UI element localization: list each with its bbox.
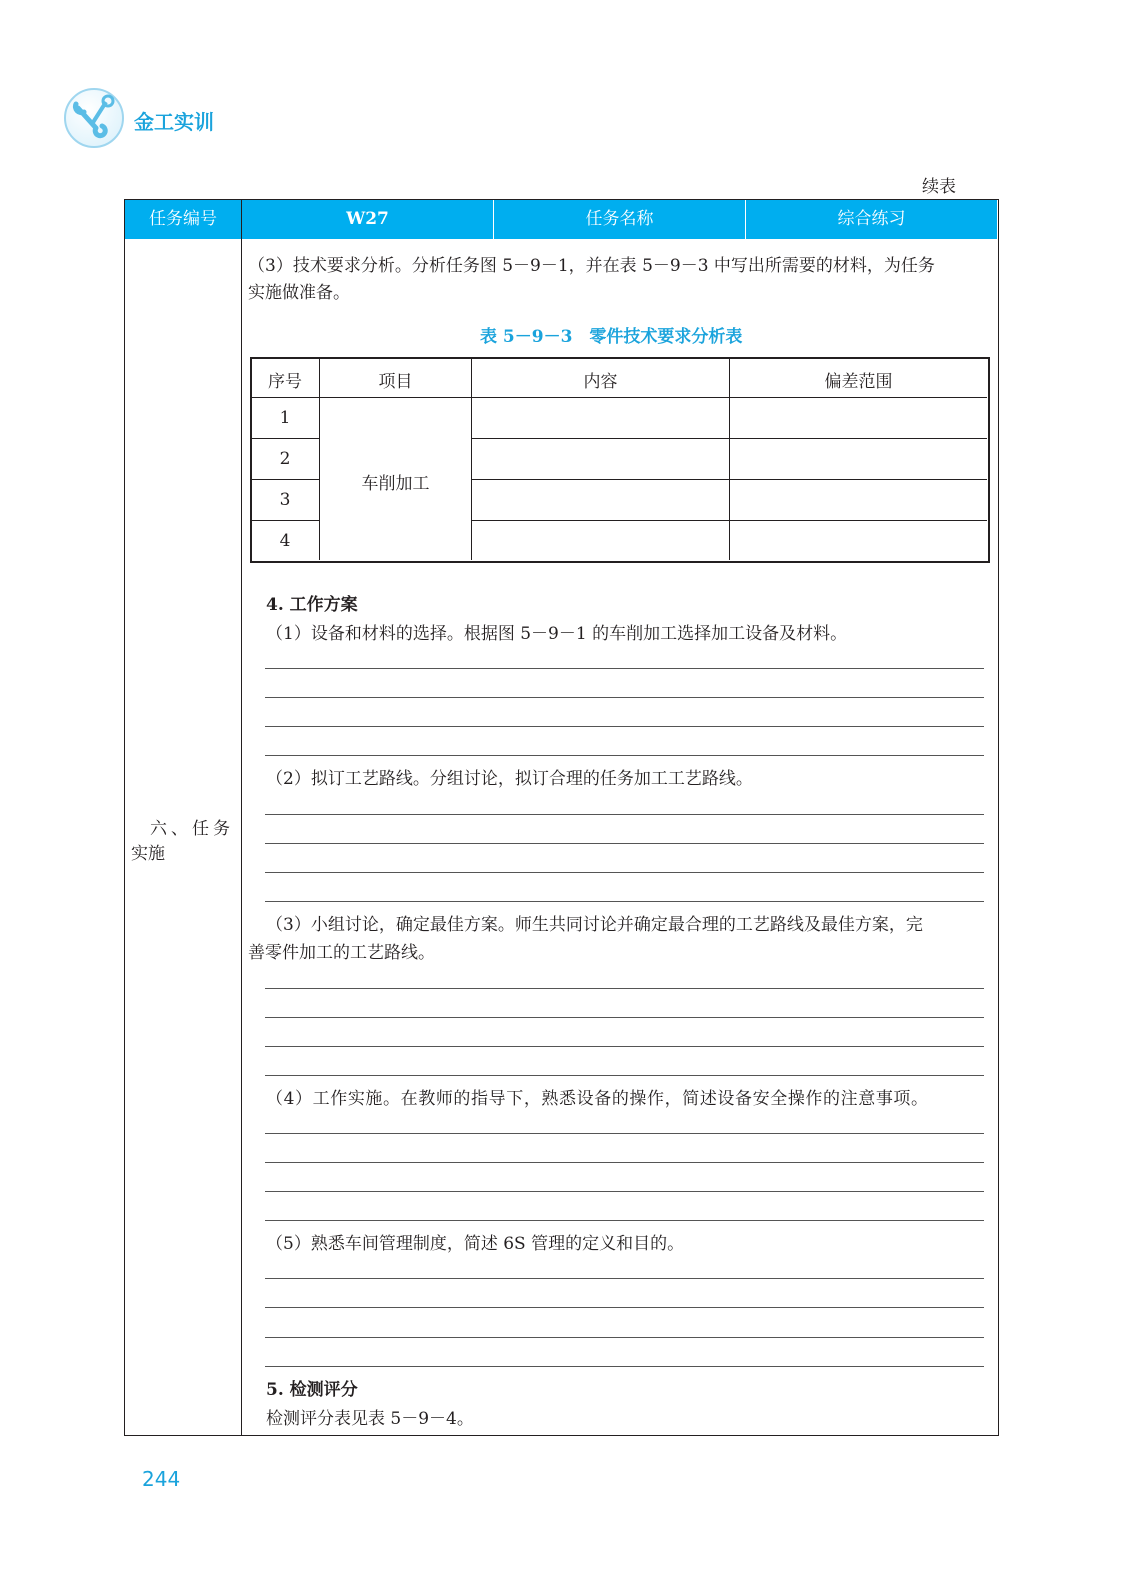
divider	[241, 200, 242, 1435]
q5-text: （5）熟悉车间管理制度，简述 6S 管理的定义和目的。	[266, 1234, 685, 1254]
divider	[471, 479, 987, 480]
answer-line[interactable]	[265, 988, 984, 989]
section-5-title: 5. 检测评分	[266, 1380, 358, 1400]
task-name-label: 任务名称	[585, 209, 654, 229]
answer-line[interactable]	[265, 1133, 984, 1134]
task-id-value: W27	[346, 209, 389, 229]
divider	[471, 438, 987, 439]
row-number: 1	[279, 408, 291, 428]
divider	[251, 397, 987, 398]
divider	[251, 438, 319, 439]
divider	[471, 520, 987, 521]
divider	[745, 200, 746, 239]
section-4-title: 4. 工作方案	[266, 595, 358, 615]
divider	[251, 479, 319, 480]
answer-line[interactable]	[265, 726, 984, 727]
task-id-label: 任务编号	[149, 209, 217, 229]
answer-line[interactable]	[265, 1046, 984, 1047]
col-header-tolerance: 偏差范围	[824, 372, 893, 392]
p3-text-cont: 实施做准备。	[248, 283, 350, 303]
q2-text: （2）拟订工艺路线。分组讨论，拟订合理的任务加工工艺路线。	[266, 769, 753, 789]
wrench-logo-icon	[64, 88, 124, 148]
answer-line[interactable]	[265, 814, 984, 815]
answer-line[interactable]	[265, 1337, 984, 1338]
q1-text: （1）设备和材料的选择。根据图 5－9－1 的车削加工选择加工设备及材料。	[266, 624, 848, 644]
answer-line[interactable]	[265, 755, 984, 756]
answer-line[interactable]	[265, 1307, 984, 1308]
row-number: 3	[279, 490, 291, 510]
section-label-cont: 实施	[131, 844, 165, 864]
answer-line[interactable]	[265, 1366, 984, 1367]
answer-line[interactable]	[265, 668, 984, 669]
answer-line[interactable]	[265, 901, 984, 902]
brand-title: 金工实训	[134, 110, 214, 134]
q3-text-cont: 善零件加工的工艺路线。	[248, 943, 435, 963]
q4-text: （4）工作实施。在教师的指导下，熟悉设备的操作，简述设备安全操作的注意事项。	[266, 1089, 929, 1109]
answer-line[interactable]	[265, 843, 984, 844]
col-header-content: 内容	[583, 372, 618, 392]
row-number: 2	[279, 449, 291, 469]
answer-line[interactable]	[265, 1278, 984, 1279]
item-turning: 车削加工	[361, 474, 430, 494]
answer-line[interactable]	[265, 1220, 984, 1221]
answer-line[interactable]	[265, 697, 984, 698]
task-name-value: 综合练习	[837, 209, 906, 229]
q3-text: （3）小组讨论，确定最佳方案。师生共同讨论并确定最合理的工艺路线及最佳方案，完	[266, 915, 923, 935]
answer-line[interactable]	[265, 1075, 984, 1076]
page-number: 244	[142, 1467, 181, 1491]
answer-line[interactable]	[265, 1191, 984, 1192]
answer-line[interactable]	[265, 1017, 984, 1018]
col-header-no: 序号	[268, 372, 302, 392]
col-header-item: 项目	[378, 372, 413, 392]
section-label: 六、任务	[150, 819, 234, 839]
answer-line[interactable]	[265, 872, 984, 873]
answer-line[interactable]	[265, 1162, 984, 1163]
table-caption: 表 5－9－3 零件技术要求分析表	[480, 327, 743, 347]
row-number: 4	[279, 531, 291, 551]
p3-text: （3）技术要求分析。分析任务图 5－9－1，并在表 5－9－3 中写出所需要的材料，为任务	[248, 256, 935, 276]
section-5-text: 检测评分表见表 5－9－4。	[266, 1409, 474, 1429]
continued-label: 续表	[922, 177, 956, 197]
divider	[493, 200, 494, 239]
divider	[251, 520, 319, 521]
